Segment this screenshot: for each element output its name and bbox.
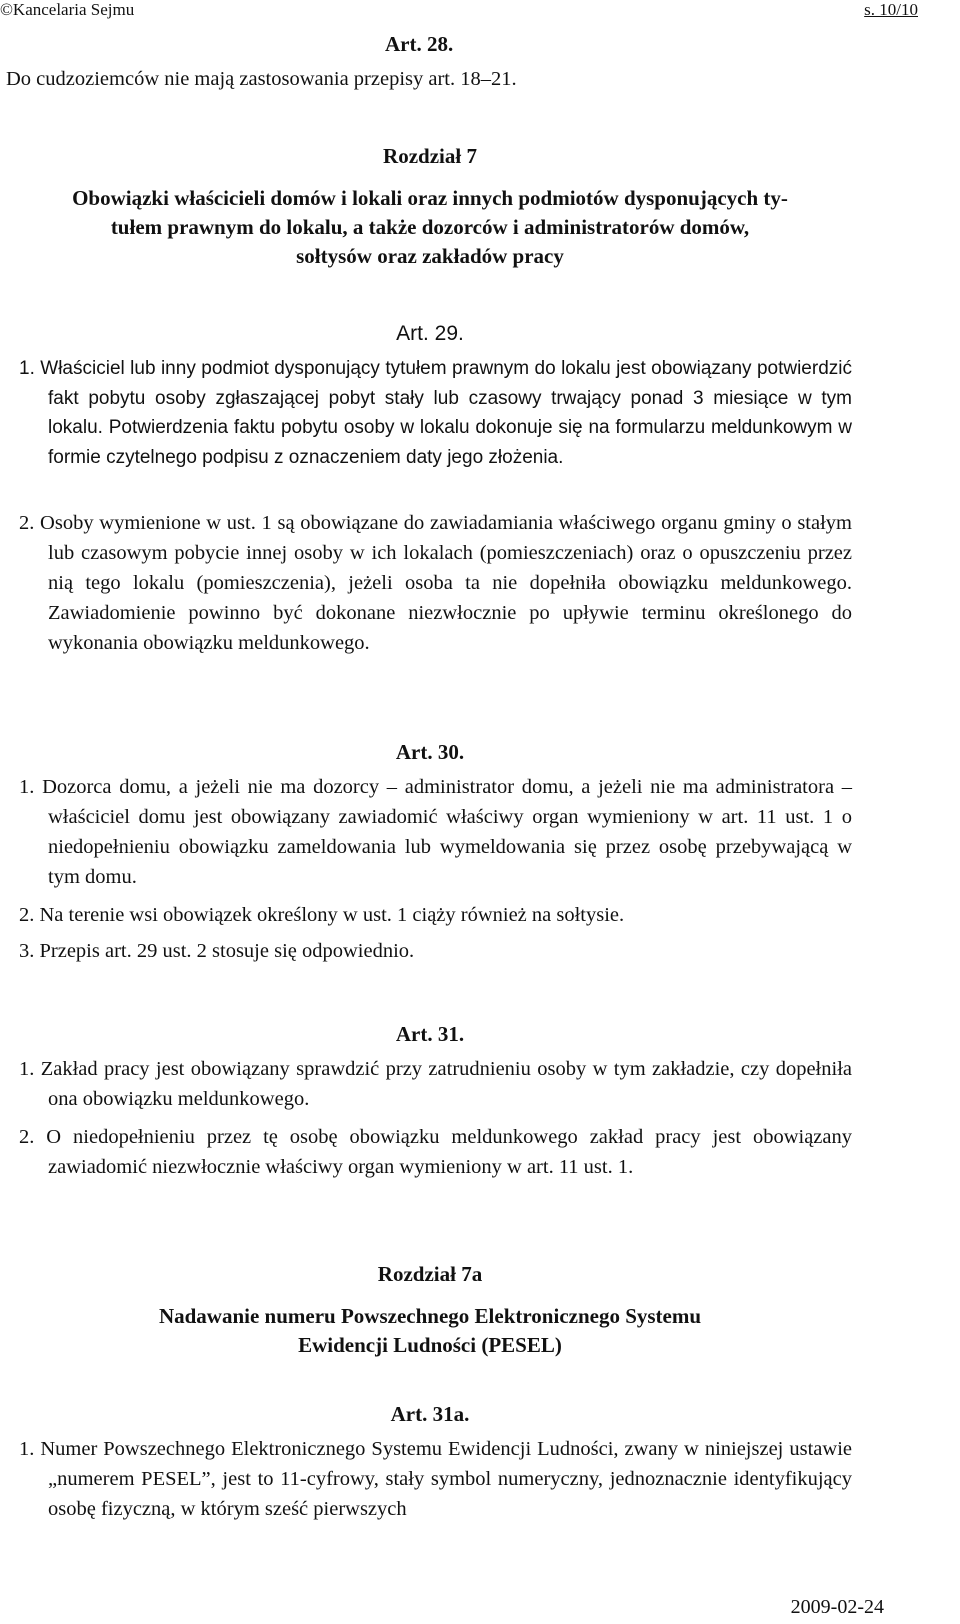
art30-paragraph-2: 2. Na terenie wsi obowiązek określony w ust. 1 ciąży również na sołtysie. (19, 904, 625, 926)
art29-heading: Art. 29. (396, 322, 464, 345)
art31-heading: Art. 31. (395, 1022, 465, 1046)
art30-heading: Art. 30. (395, 740, 465, 764)
art31-paragraph-2-text: 2. O niedopełnieniu przez tę osobę obowiązku meldunkowego zakład pracy jest obowiązany zawiadomić niezwłocznie właściwy organ wymieniony w art. 11 ust. 1. (19, 1126, 852, 1178)
chapter7-title-line3: sołtysów oraz zakładów pracy (296, 244, 564, 268)
page-number: s. 10/10 (864, 0, 918, 19)
art31a-paragraph-1 (19, 1434, 852, 1524)
art31-paragraph-1 (19, 1054, 852, 1114)
chapter7a-heading: Rozdział 7a (377, 1262, 483, 1286)
chapter7a-title-line2: Ewidencji Ludności (PESEL) (298, 1333, 562, 1357)
document-date: 2009-02-24 (790, 1596, 884, 1618)
art31a-paragraph-1-text: 1. Numer Powszechnego Elektronicznego Systemu Ewidencji Ludności, zwany w niniejszej ustawie „numerem PESEL”, jest to 11-cyfrowy, stały symbol numeryczny, jednoznacznie identyfikujący osobę fizyczną, w którym sześć pierwszych (19, 1438, 852, 1520)
chapter7-title-line1: Obowiązki właścicieli domów i lokali oraz innych podmiotów dysponujących ty- (72, 186, 788, 210)
art29-paragraph-1 (19, 354, 852, 472)
art29-paragraph-2-text: 2. Osoby wymienione w ust. 1 są obowiązane do zawiadamiania właściwego organu gminy o stałym lub czasowym pobycie innej osoby w ich lokalach (pomieszczeniach) oraz o opuszczeniu przez nią tego lokalu (pomieszczenia), jeżeli osoba ta nie dopełniła obowiązku meldunkowego. Zawiadomienie powinno być dokonane niezwłocznie po upływie terminu określonego do wykonania obowiązku meldunkowego. (19, 512, 852, 654)
art30-paragraph-3: 3. Przepis art. 29 ust. 2 stosuje się odpowiednio. (19, 940, 415, 962)
art31a-heading: Art. 31a. (390, 1402, 470, 1426)
art29-paragraph-1-text: 1. Właściciel lub inny podmiot dysponujący tytułem prawnym do lokalu jest obowiązany potwierdzić fakt pobytu osoby zgłaszającej pobyt stały lub czasowy trwający ponad 3 miesiące w tym lokalu. Potwierdzenia faktu pobytu osoby w lokalu dokonuje się na formularzu meldunkowym w formie czytelnego podpisu z oznaczeniem daty jego złożenia. (19, 358, 852, 468)
art28-heading: Art. 28. (385, 32, 454, 56)
art29-paragraph-2 (19, 508, 852, 658)
chapter7-title-line2: tułem prawnym do lokalu, a także dozorców i administratorów domów, (110, 215, 750, 239)
art30-paragraph-1 (19, 772, 852, 892)
art31-paragraph-2 (19, 1122, 852, 1182)
copyright-label: ©Kancelaria Sejmu (0, 0, 135, 19)
chapter7a-title-line1: Nadawanie numeru Powszechnego Elektronicznego Systemu (158, 1304, 702, 1328)
chapter7-heading: Rozdział 7 (383, 144, 477, 168)
art31-paragraph-1-text: 1. Zakład pracy jest obowiązany sprawdzić przy zatrudnieniu osoby w tym zakładzie, czy dopełniła ona obowiązku meldunkowego. (19, 1058, 852, 1110)
art28-text: Do cudzoziemców nie mają zastosowania przepisy art. 18–21. (6, 68, 517, 90)
art30-paragraph-1-text: 1. Dozorca domu, a jeżeli nie ma dozorcy – administrator domu, a jeżeli nie ma administratora – właściciel domu jest obowiązany zawiadomić właściwy organ wymieniony w art. 11 ust. 1 o niedopełnieniu obowiązku zameldowania lub wymeldowania się przez osobę przebywającą w tym domu. (19, 776, 852, 888)
